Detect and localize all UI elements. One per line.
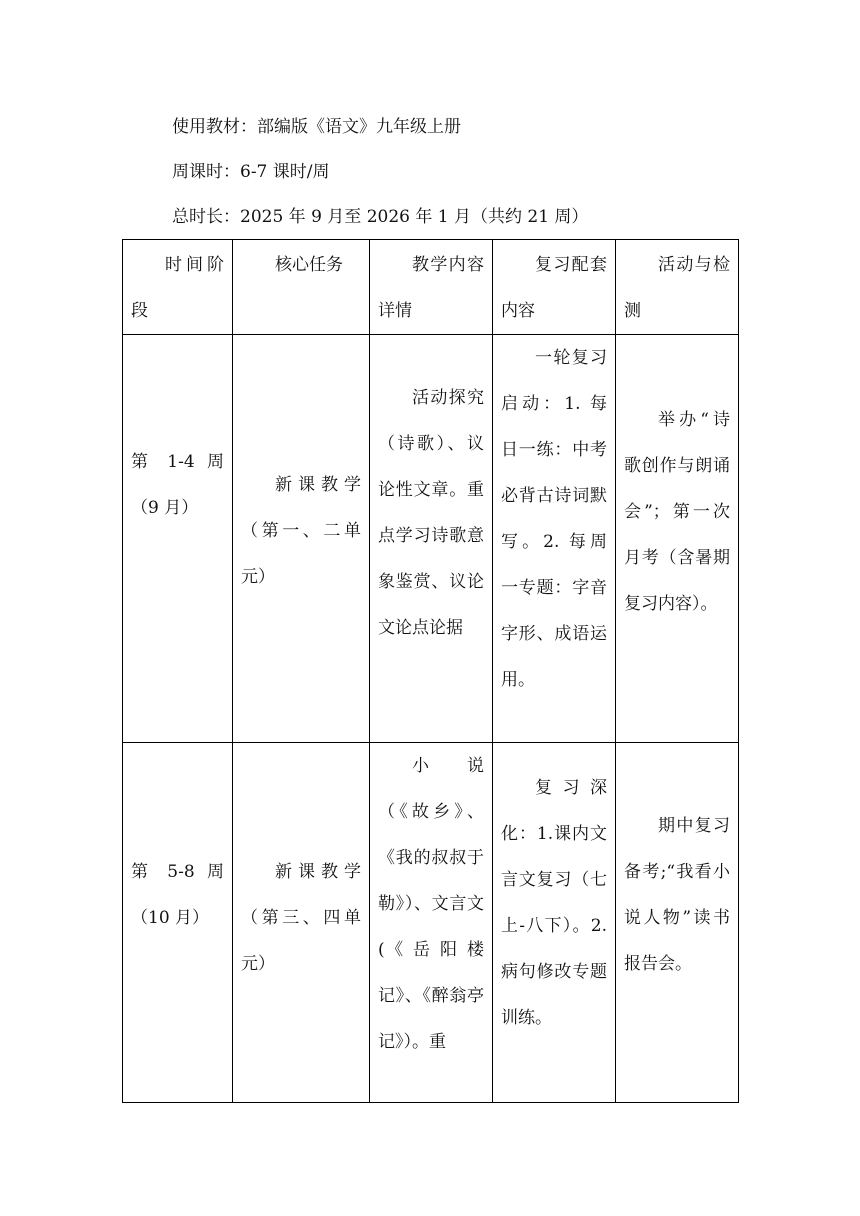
- period-text: 第 5-8 周（10 月）: [131, 862, 224, 928]
- teaching-plan-table: [122, 239, 739, 1103]
- period-cell: [123, 335, 233, 743]
- textbook-line: 使用教材：部编版《语文》九年级上册: [172, 117, 461, 137]
- task-text: 新课教学（第三、四单元）: [241, 862, 361, 974]
- task-cell: [233, 743, 370, 1103]
- table-header-row: [123, 240, 739, 335]
- header-activity: 活动与检测: [624, 255, 730, 321]
- review-text: 复习深化：1.课内文言文复习（七上-八下）。2.病句修改专题训练。: [501, 778, 607, 1028]
- header-task: 核心任务: [275, 255, 343, 275]
- content-text: 活动探究（诗歌）、议论性文章。重点学习诗歌意象鉴赏、议论文论点论据: [378, 388, 484, 638]
- duration-line: 总时长：2025 年 9 月至 2026 年 1 月（共约 21 周）: [172, 207, 589, 227]
- header-cell: [370, 240, 493, 335]
- header-cell: [233, 240, 370, 335]
- header-cell: [493, 240, 616, 335]
- review-cell: [493, 335, 616, 743]
- header-cell: [123, 240, 233, 335]
- activity-text: 举办“诗歌创作与朗诵会”；第一次月考（含暑期复习内容）。: [624, 410, 730, 614]
- content-text: 小说（《故乡》、《我的叔叔于勒》）、文言文(《岳阳楼记》、《醉翁亭记》）。重: [378, 756, 484, 1052]
- header-review: 复习配套内容: [501, 255, 607, 321]
- activity-text: 期中复习备考;“我看小说人物”读书报告会。: [624, 816, 730, 974]
- table-row: [123, 743, 739, 1103]
- activity-cell: [616, 743, 739, 1103]
- review-text: 一轮复习启动：1. 每日一练：中考必背古诗词默写。2. 每周一专题：字音字形、成语运用。: [501, 348, 607, 690]
- content-cell: [370, 335, 493, 743]
- period-text: 第 1-4 周（9 月）: [131, 452, 224, 518]
- period-cell: [123, 743, 233, 1103]
- header-content: 教学内容详情: [378, 255, 484, 321]
- activity-cell: [616, 335, 739, 743]
- header-period: 时间阶段: [131, 255, 224, 321]
- task-text: 新课教学（第一、二单元）: [241, 475, 361, 587]
- content-cell: [370, 743, 493, 1103]
- table-row: [123, 335, 739, 743]
- header-cell: [616, 240, 739, 335]
- weekly-hours-line: 周课时：6-7 课时/周: [172, 162, 330, 182]
- review-cell: [493, 743, 616, 1103]
- task-cell: [233, 335, 370, 743]
